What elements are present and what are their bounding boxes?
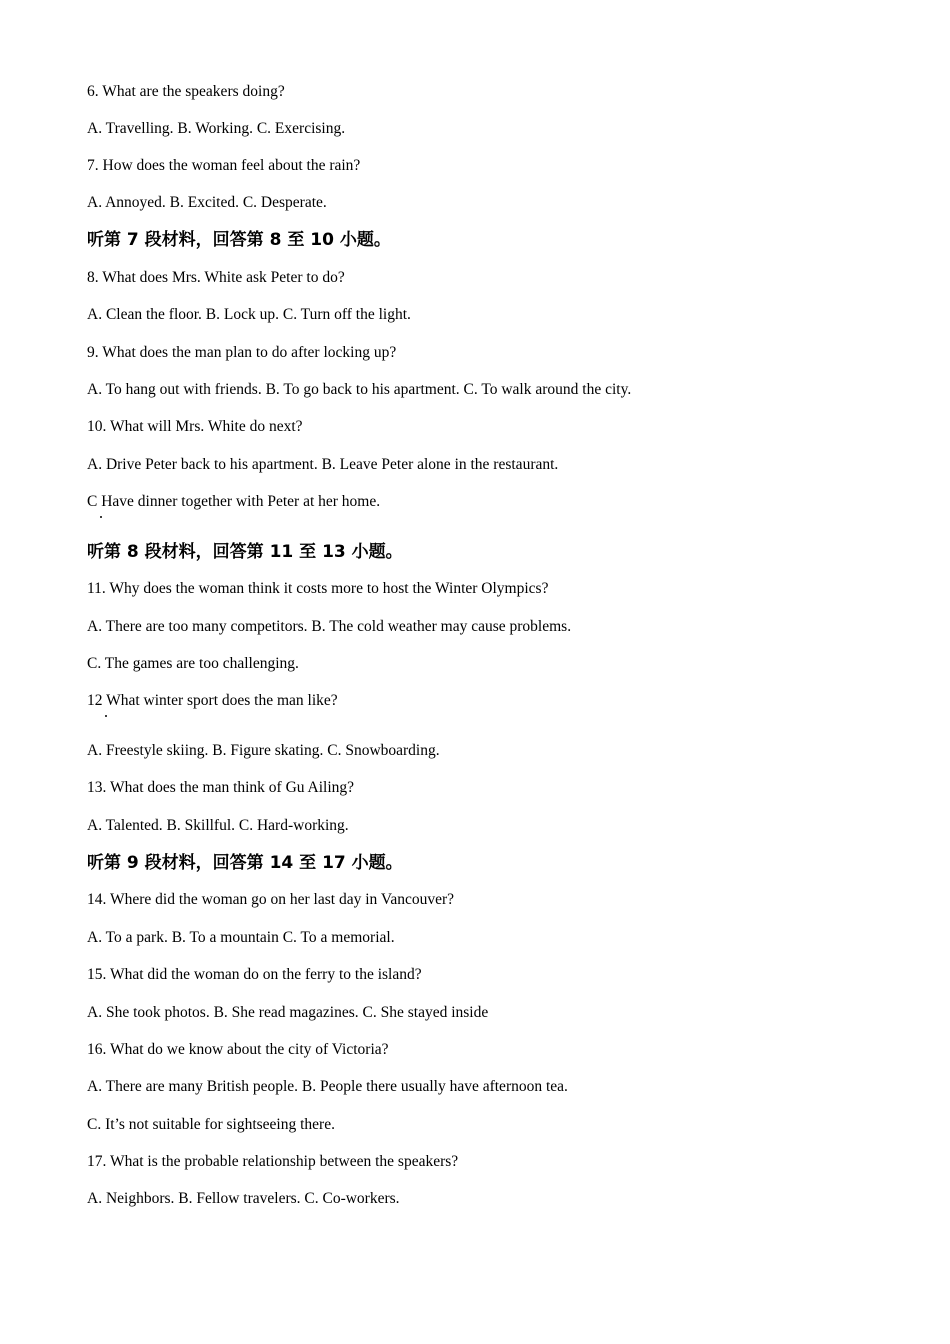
options-16-c: C. It’s not suitable for sightseeing there. xyxy=(87,1116,335,1133)
question-17: 17. What is the probable relationship between the speakers? xyxy=(87,1153,459,1170)
options-10-c: C Have dinner together with Peter at her home. xyxy=(87,493,381,510)
options-10-ab: A. Drive Peter back to his apartment. B. Leave Peter alone in the restaurant. xyxy=(87,456,559,473)
question-13: 13. What does the man think of Gu Ailing? xyxy=(87,779,355,796)
options-7: A. Annoyed. B. Excited. C. Desperate. xyxy=(87,194,327,211)
options-9: A. To hang out with friends. B. To go back to his apartment. C. To walk around the city. xyxy=(87,381,632,398)
options-13: A. Talented. B. Skillful. C. Hard-working. xyxy=(87,817,349,834)
options-12: A. Freestyle skiing. B. Figure skating. C. Snowboarding. xyxy=(87,742,440,759)
options-11-c: C. The games are too challenging. xyxy=(87,655,299,672)
options-8: A. Clean the floor. B. Lock up. C. Turn off the light. xyxy=(87,306,411,323)
options-16-ab: A. There are many British people. B. People there usually have afternoon tea. xyxy=(87,1078,568,1095)
question-15: 15. What did the woman do on the ferry to the island? xyxy=(87,966,422,983)
stray-dot xyxy=(100,516,102,518)
question-12: 12 What winter sport does the man like? xyxy=(87,692,338,709)
question-10: 10. What will Mrs. White do next? xyxy=(87,418,303,435)
question-8: 8. What does Mrs. White ask Peter to do? xyxy=(87,269,345,286)
question-14: 14. Where did the woman go on her last day in Vancouver? xyxy=(87,891,455,908)
options-17: A. Neighbors. B. Fellow travelers. C. Co-workers. xyxy=(87,1190,400,1207)
question-9: 9. What does the man plan to do after locking up? xyxy=(87,344,397,361)
section-heading-9: 听第 9 段材料，回答第 14 至 17 小题。 xyxy=(87,853,403,873)
options-14: A. To a park. B. To a mountain C. To a memorial. xyxy=(87,929,395,946)
question-11: 11. Why does the woman think it costs more to host the Winter Olympics? xyxy=(87,580,549,597)
question-16: 16. What do we know about the city of Victoria? xyxy=(87,1041,389,1058)
options-6: A. Travelling. B. Working. C. Exercising. xyxy=(87,120,346,137)
section-heading-8: 听第 8 段材料，回答第 11 至 13 小题。 xyxy=(87,542,403,562)
question-7: 7. How does the woman feel about the rain? xyxy=(87,157,361,174)
question-6: 6. What are the speakers doing? xyxy=(87,83,285,100)
stray-dot xyxy=(105,715,107,717)
options-11-ab: A. There are too many competitors. B. The cold weather may cause problems. xyxy=(87,618,572,635)
section-heading-7: 听第 7 段材料，回答第 8 至 10 小题。 xyxy=(87,230,391,250)
options-15: A. She took photos. B. She read magazines. C. She stayed inside xyxy=(87,1004,489,1021)
